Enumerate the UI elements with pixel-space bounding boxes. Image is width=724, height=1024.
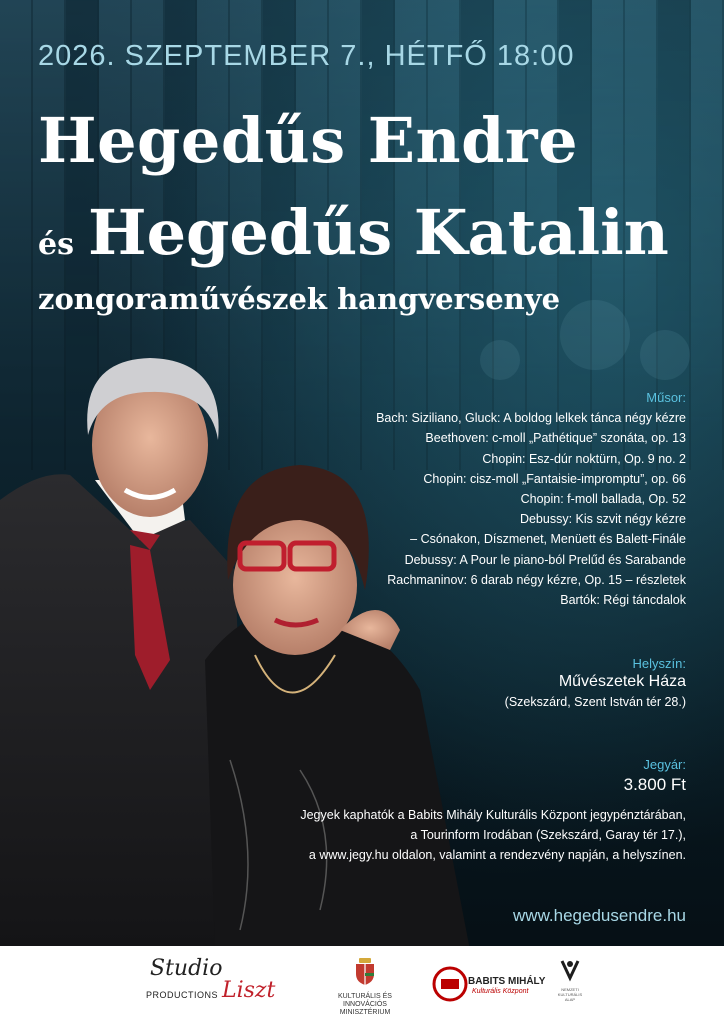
program-item: Bartók: Régi táncdalok (560, 593, 686, 608)
program-item: Debussy: A Pour le piano-ból Prelűd és Sarabande (404, 552, 686, 567)
bokeh-light (560, 300, 630, 370)
event-date: 2026. SZEPTEMBER 7., HÉTFŐ 18:00 (38, 40, 575, 72)
venue-name: Művészetek Háza (558, 673, 686, 690)
bokeh-light (480, 340, 520, 380)
babits-emblem-icon (432, 966, 468, 1002)
ministry-text: KULTURÁLIS ÉS INNOVÁCIÓS MINISZTÉRIUM (338, 993, 392, 1016)
program-label: Műsor: (646, 390, 686, 405)
ministry-logo (320, 958, 410, 1017)
nka-logo (556, 958, 584, 1002)
nka-text: NEMZETI KULTURÁLIS ALAP (557, 987, 583, 1002)
ticket-info-line: Jegyek kaphatók a Babits Mihály Kulturális Központ jegypénztárában, (300, 808, 686, 822)
connector-word: és (38, 227, 74, 262)
studio-liszt-logo (146, 956, 278, 1012)
program-section (376, 388, 686, 610)
performer-2-name: Hegedűs Katalin (87, 196, 669, 269)
venue-address: (Szekszárd, Szent István tér 28.) (504, 695, 686, 709)
ticket-info-line: a Tourinform Irodában (Szekszárd, Garay tér 17.), (410, 828, 686, 842)
venue-section (505, 656, 686, 711)
program-item: Chopin: cisz-moll „Fantaisie-impromptu”, op. 66 (423, 471, 686, 486)
babits-subtitle: Kulturális Központ (472, 988, 529, 995)
sponsor-footer (0, 946, 724, 1024)
price-section (624, 757, 686, 798)
program-item: – Csónakon, Díszmenet, Menüett és Balett-Finále (410, 532, 686, 547)
program-item: Bach: Siziliano, Gluck: A boldog lelkek tánca négy kézre (376, 411, 686, 426)
event-subtitle: zongoraművészek hangversenye (38, 282, 561, 316)
ticket-info (300, 805, 686, 865)
liszt-word: Liszt (222, 978, 276, 1003)
performer-2-line (38, 196, 669, 269)
bokeh-light (640, 330, 690, 380)
nka-emblem-icon (559, 958, 581, 982)
program-item: Rachmaninov: 6 darab négy kézre, Op. 15 – részletek (387, 572, 686, 587)
productions-word: PRODUCTIONS (146, 990, 219, 1000)
program-item: Beethoven: c-moll „Pathétique” szonáta, op. 13 (425, 431, 686, 446)
program-item: Chopin: Esz-dúr noktürn, Op. 9 no. 2 (482, 451, 686, 466)
performer-1-name: Hegedűs Endre (38, 104, 579, 177)
ticket-info-line: a www.jegy.hu oldalon, valamint a rendezvény napján, a helyszínen. (308, 848, 686, 862)
price-label: Jegyár: (643, 757, 686, 772)
venue-label: Helyszín: (632, 656, 686, 671)
website-link[interactable]: www.hegedusendre.hu (513, 906, 686, 925)
price-value: 3.800 Ft (623, 775, 686, 794)
studio-word: Studio (150, 956, 223, 981)
babits-name: BABITS MIHÁLY (468, 976, 546, 987)
coat-of-arms-icon (354, 958, 376, 986)
program-item: Chopin: f-moll ballada, Op. 52 (520, 492, 686, 507)
program-item: Debussy: Kis szvit négy kézre (519, 512, 686, 527)
